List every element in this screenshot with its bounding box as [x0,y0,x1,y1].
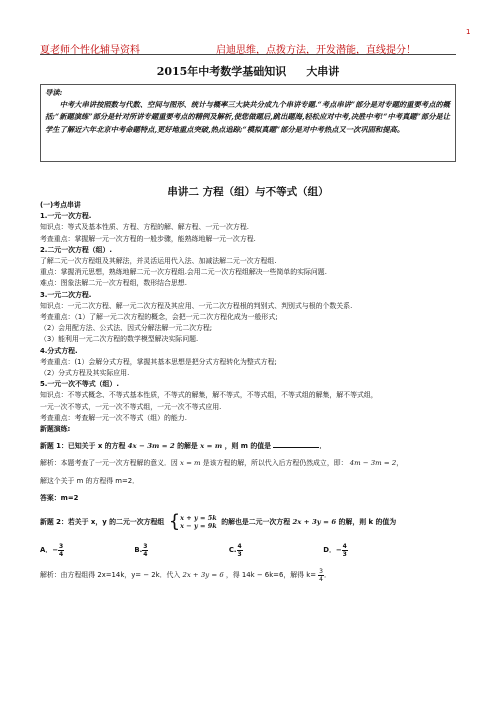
header-divider [40,54,456,55]
problem-1: 新题 1：已知关于 x 的方程 4x − 3m = 2 的解是 x = m ，则 m 的值是 ． [40,442,327,451]
section-title: 串讲二 方程（组）与不等式（组） [167,186,329,198]
guide-box [40,84,456,162]
answer-blank [273,441,319,448]
title-main: 2015年中考数学基础知识 [156,65,287,78]
option-a: A．− $\frac{3}{4}$ [40,542,64,558]
option-d: D．− $\frac{4}{3}$ [323,542,347,558]
equation: 2x + 3y = 6 [292,518,337,527]
content-body [40,200,456,584]
guide-text: 中考大串讲按照数与代数、空间与图形、统计与概率三大块共分成九个串讲专题.“考点串讲”部分是对专题的重要考点的概括;“新题演练”部分是针对所讲专题重要考点的精例及解析,使您做题后,跳出题海,轻松应对中考,决胜中考!“中考真题”部分是让学生了解近六年北京中考命题特点,更好地重点突破,热点追踪;“模拟真题”部分是对中考热点又一次巩固和提高。 [45,100,450,134]
content-line: 新题演练: [40,425,71,434]
content-line: 重点：掌握消元思想，熟练地解二元一次方程组.会用二元一次方程组解决一些简单的实际问题. [40,268,327,277]
content-line: （2）会用配方法、公式法、因式分解法解一元二次方程; [40,324,213,333]
equation: 4x − 3m = 2 [127,442,175,451]
option-b: B. $\frac{3}{4}$ [134,542,148,558]
document-title [40,63,456,79]
option-c: C. $\frac{4}{3}$ [228,542,242,558]
title-sub: 大串讲 [306,65,340,78]
content-line: 考查重点：（1）了解一元二次方程的概念，会把一元二次方程化成为一般形式; [40,313,278,322]
content-line: 1.一元一次方程. [40,212,92,221]
content-line: 解这个关于 m 的方程得 m=2． [40,476,140,485]
header-right-text: 启迪思维，点拨方法，开发潜能，直线提分！ [216,45,416,56]
equation-system: { x + y = 5k x − y = 9k [168,511,217,533]
equation: x = m [200,442,223,451]
content-line: 一元一次不等式，一元一次不等式组，一元一次不等式应用. [40,402,222,411]
content-line: 考查重点：掌握解一元一次方程的一般步骤，能熟练地解一元一次方程. [40,234,256,243]
content-line: （2）分式方程及其实际应用. [40,369,130,378]
content-line: 了解二元一次方程组及其解法，并灵活运用代入法、加减法解二元一次方程组. [40,257,277,266]
content-line: (一)考点串讲 [40,201,81,209]
guide-label: 导读: [45,88,63,97]
content-line: 知识点：不等式概念、不等式基本性质，不等式的解集，解不等式，不等式组，不等式组的解集，解不等式组， [40,391,378,400]
equation: 2x + 3y = 6 [182,571,224,580]
equation: x = m [180,459,201,468]
content-line: 5.一元一次不等式（组）. [40,380,119,389]
equation: 4m − 3m = 2 [349,459,397,468]
problem-2: 新题 2：若关于 x，y 的二元一次方程组 { x + y = 5k x − y = 9k 的解也是二元一次方程 2x + 3y = 6 的解，则 k 的值为 [40,511,397,533]
solution-2: 解析：由方程组得 2x=14k，y= − 2k．代入 2x + 3y = 6 ，得 14k − 6k=6，解得 k= $\frac{3}{4}$ ． [40,567,331,583]
content-line: 考查重点：考查解一元一次不等式（组）的能力. [40,413,187,422]
content-line: 知识点：等式及基本性质、方程、方程的解、解方程、一元一次方程. [40,223,249,232]
content-line: 4.分式方程. [40,346,78,355]
fraction: $\frac{3}{4}$ [319,567,323,583]
content-line: （3）能利用一元二次方程的数学模型解决实际问题. [40,335,199,344]
options [40,540,456,560]
solution-1: 解析：本题考查了一元一次方程解的意义．因 x = m 是该方程的解，所以代入后方程仍然成立，即： 4m − 3m = 2， [40,459,404,468]
content-line: 知识点：一元二次方程、解一元二次方程及其应用、一元二次方程根的判别式、判别式与根的个数关系. [40,301,353,310]
content-line: 3.一元二次方程. [40,290,92,299]
page-number: 1 [466,28,471,36]
header-left-text: 夏老师个性化辅导资料 [40,45,140,56]
content-line: 难点：图象法解二元一次方程组，数形结合思想. [40,279,187,288]
content-line: 考查重点：(1）会解分式方程，掌握其基本思想是把分式方程转化为整式方程; [40,357,277,366]
answer-1: 答案：m=2 [40,493,79,502]
content-line: 2.二元一次方程（组）. [40,245,113,254]
